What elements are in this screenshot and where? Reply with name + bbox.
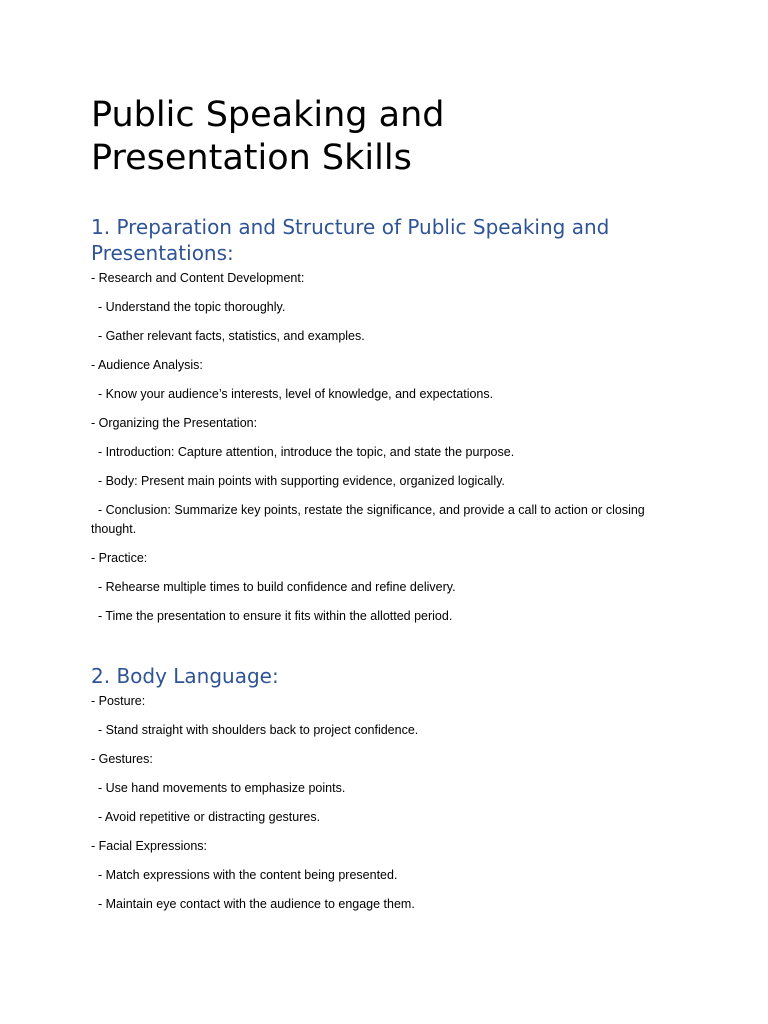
sub-bullet-line: - Introduction: Capture attention, introduce the topic, and state the purpose. — [91, 445, 515, 459]
sub-bullet-line: - Conclusion: Summarize key points, restate the significance, and provide a call to action or closing thought. — [91, 503, 649, 536]
section-preparation — [91, 214, 661, 626]
bullet-line: - Organizing the Presentation: — [91, 416, 258, 430]
sub-bullet-line: - Body: Present main points with supporting evidence, organized logically. — [91, 474, 505, 488]
section-body-language — [91, 663, 661, 914]
sub-bullet-line: - Use hand movements to emphasize points. — [91, 781, 346, 795]
bullet-line: - Audience Analysis: — [91, 358, 203, 372]
sub-bullet-line: - Know your audience’s interests, level of knowledge, and expectations. — [91, 387, 494, 401]
sub-bullet-line: - Time the presentation to ensure it fits within the allotted period. — [91, 609, 453, 623]
sub-bullet-line: - Avoid repetitive or distracting gestures. — [91, 810, 321, 824]
sub-bullet-line: - Match expressions with the content being presented. — [91, 868, 398, 882]
section-heading-body-language: 2. Body Language: — [91, 664, 279, 688]
bullet-line: - Gestures: — [91, 752, 153, 766]
sub-bullet-line: - Understand the topic thoroughly. — [91, 300, 286, 314]
bullet-line: - Practice: — [91, 551, 148, 565]
document-page — [91, 94, 661, 914]
bullet-line: - Research and Content Development: — [91, 271, 305, 285]
bullet-line: - Facial Expressions: — [91, 839, 208, 853]
sub-bullet-line: - Rehearse multiple times to build confidence and refine delivery. — [91, 580, 456, 594]
bullet-line: - Posture: — [91, 694, 146, 708]
section-heading-preparation: 1. Preparation and Structure of Public Speaking and Presentations: — [91, 215, 610, 265]
document-title: Public Speaking and Presentation Skills — [91, 95, 445, 178]
sub-bullet-line: - Maintain eye contact with the audience to engage them. — [91, 897, 415, 911]
sub-bullet-line: - Stand straight with shoulders back to project confidence. — [91, 723, 419, 737]
sub-bullet-line: - Gather relevant facts, statistics, and examples. — [91, 329, 365, 343]
